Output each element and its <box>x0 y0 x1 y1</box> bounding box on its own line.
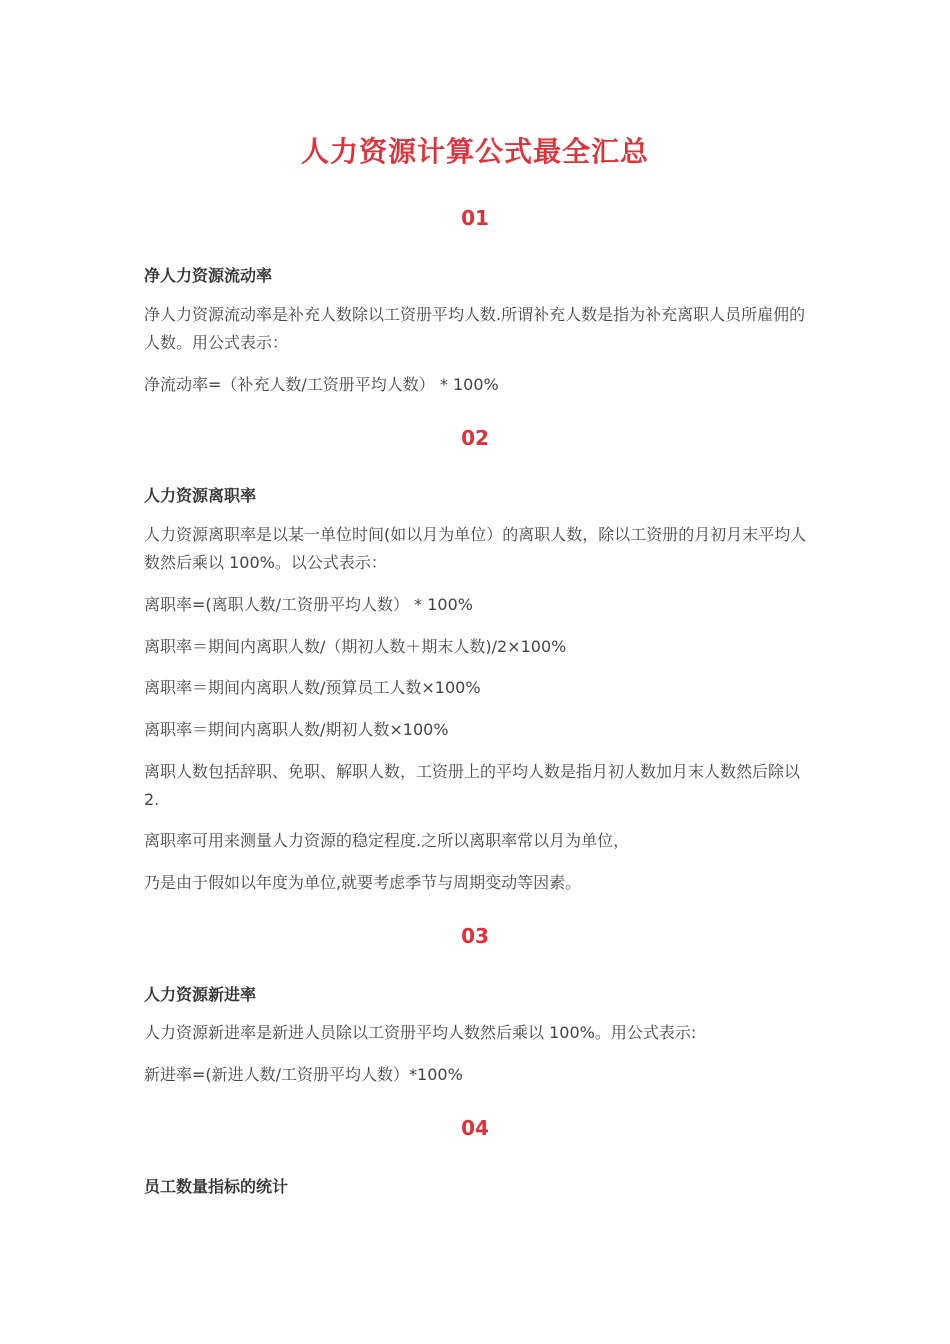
paragraph: 离职人数包括辞职、免职、解职人数，工资册上的平均人数是指月初人数加月末人数然后除以 2. <box>144 762 801 809</box>
section-number: 03 <box>461 924 489 948</box>
paragraph: 净人力资源流动率是补充人数除以工资册平均人数.所谓补充人数是指为补充离职人员所雇佣的人数。用公式表示： <box>144 305 806 352</box>
formula-text: 离职率＝期间内离职人数/预算员工人数×100% <box>144 678 481 697</box>
section-number: 02 <box>461 426 489 450</box>
section-heading: 人力资源离职率 <box>144 486 257 505</box>
formula-text: 新进率=(新进人数/工资册平均人数）*100% <box>144 1065 463 1084</box>
formula-text: 离职率＝期间内离职人数/期初人数×100% <box>144 720 449 739</box>
formula-text: 离职率=(离职人数/工资册平均人数） * 100% <box>144 595 473 614</box>
paragraph: 人力资源离职率是以某一单位时间(如以月为单位）的离职人数，除以工资册的月初月末平均人数然后乘以 100%。以公式表示： <box>144 525 807 572</box>
section-heading: 净人力资源流动率 <box>144 266 273 285</box>
paragraph: 人力资源新进率是新进人员除以工资册平均人数然后乘以 100%。用公式表示: <box>144 1023 697 1042</box>
section-heading: 人力资源新进率 <box>144 985 257 1004</box>
formula-text: 净流动率=（补充人数/工资册平均人数） * 100% <box>144 375 499 394</box>
paragraph: 离职率可用来测量人力资源的稳定程度.之所以离职率常以月为单位， <box>144 831 630 850</box>
section-number: 01 <box>461 206 489 230</box>
section-number: 04 <box>461 1116 489 1140</box>
section-heading: 员工数量指标的统计 <box>144 1177 289 1196</box>
paragraph: 乃是由于假如以年度为单位,就要考虑季节与周期变动等因素。 <box>144 873 582 892</box>
formula-text: 离职率＝期间内离职人数/（期初人数＋期末人数)/2×100% <box>144 637 567 656</box>
document-title: 人力资源计算公式最全汇总 <box>300 135 649 168</box>
